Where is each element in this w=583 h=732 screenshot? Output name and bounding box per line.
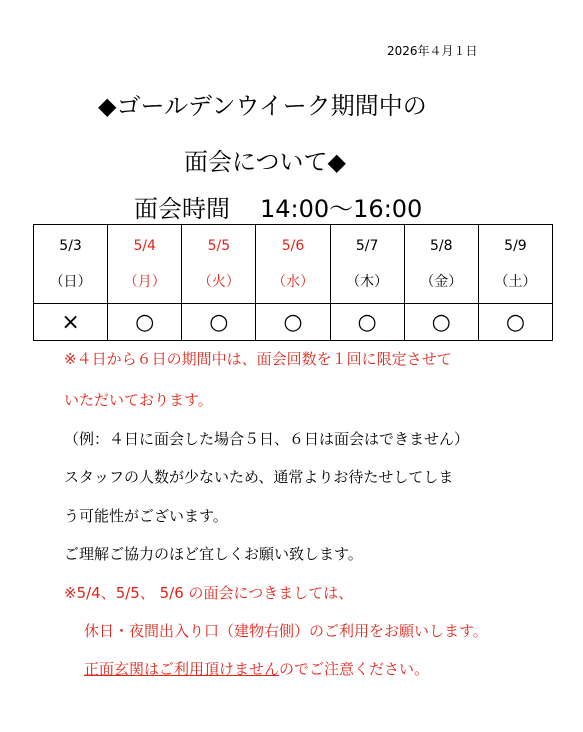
- schedule-day-3: [34, 225, 108, 304]
- schedule-day-9: [478, 225, 552, 304]
- schedule-head-row: [34, 225, 553, 304]
- availability-mark-closed: ×: [34, 304, 108, 341]
- schedule-weekday: （月）: [123, 274, 166, 290]
- schedule-date: 5/7: [355, 238, 379, 254]
- staff-note-line-2: う可能性がございます。: [64, 507, 228, 525]
- availability-mark-open: ○: [404, 304, 478, 341]
- entrance-note-line-3-rest: のでご注意ください。: [279, 660, 430, 678]
- restriction-note-line-1: ※４日から６日の期間中は、面会回数を１回に限定させて: [64, 350, 452, 368]
- schedule-day-8: [404, 225, 478, 304]
- schedule-day-5: [182, 225, 256, 304]
- schedule-weekday: （日）: [49, 274, 92, 290]
- staff-note-line-1: スタッフの人数が少ないため、通常よりお待たせしてしま: [64, 468, 454, 486]
- restriction-note-line-2: いただいております。: [64, 391, 213, 409]
- document-date: 2026年４月１日: [387, 44, 478, 58]
- availability-mark-open: ○: [182, 304, 256, 341]
- availability-mark-open: ○: [478, 304, 552, 341]
- schedule-weekday: （木）: [346, 274, 389, 290]
- title-line-1: ◆ゴールデンウイーク期間中の: [98, 92, 427, 120]
- visiting-hours-label: 面会時間: [134, 195, 230, 223]
- schedule-table: [33, 224, 553, 341]
- schedule-date: 5/8: [430, 238, 453, 254]
- main-entrance-warning: 正面玄関はご利用頂けません: [84, 660, 280, 678]
- schedule-day-4: [108, 225, 182, 304]
- entrance-note-line-3: [84, 658, 429, 679]
- entrance-note-line-2: 休日・夜間出入り口（建物右側）のご利用をお願いします。: [84, 622, 488, 640]
- schedule-weekday: （土）: [494, 274, 537, 290]
- schedule-mark-row: [34, 304, 553, 341]
- schedule-day-7: [330, 225, 404, 304]
- availability-mark-open: ○: [330, 304, 404, 341]
- example-note: （例：４日に面会した場合５日、６日は面会はできません）: [64, 430, 470, 448]
- thanks-note: ご理解ご協力のほど宜しくお願い致します。: [64, 545, 363, 563]
- schedule-weekday: （火）: [197, 274, 240, 290]
- availability-mark-open: ○: [108, 304, 182, 341]
- title-line-2: 面会について◆: [184, 148, 346, 176]
- visiting-hours: [134, 189, 422, 224]
- entrance-note-line-1: ※5/4、5/5、 5/6 の面会につきましては、: [64, 584, 354, 602]
- schedule-date: 5/3: [59, 238, 82, 254]
- schedule-weekday: （金）: [420, 274, 463, 290]
- availability-mark-open: ○: [256, 304, 330, 341]
- schedule-date: 5/9: [504, 238, 527, 254]
- schedule-weekday: （水）: [271, 274, 314, 290]
- schedule-date: 5/5: [207, 238, 231, 254]
- visiting-hours-value: 14:00～16:00: [260, 195, 423, 223]
- schedule-date: 5/6: [281, 238, 305, 254]
- schedule-date: 5/4: [133, 238, 156, 254]
- schedule-day-6: [256, 225, 330, 304]
